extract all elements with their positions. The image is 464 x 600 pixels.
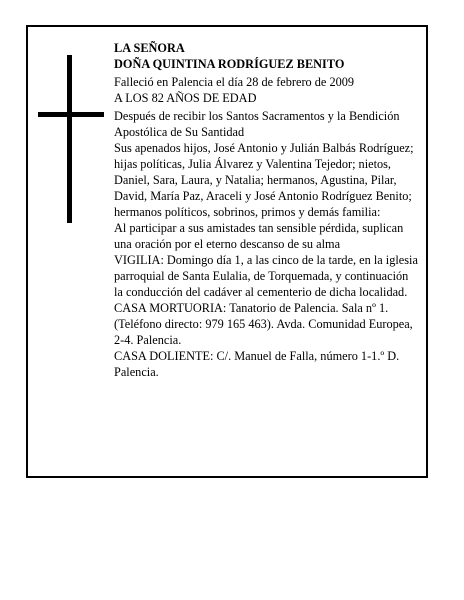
mortuary-paragraph: CASA MORTUORIA: Tanatorio de Palencia. Sala nº 1. (Teléfono directo: 979 165 463). Avda. Comunidad Europea, 2-4. Palencia. bbox=[114, 301, 413, 347]
vigil-paragraph: VIGILIA: Domingo día 1, a las cinco de la tarde, en la iglesia parroquial de Santa Eulalia, de Torquemada, y continuación la conducción del cadáver al cementerio de dicha localidad. bbox=[114, 253, 418, 299]
obituary-text bbox=[114, 40, 420, 380]
obituary-notice bbox=[26, 25, 428, 478]
mourning-house-paragraph: CASA DOLIENTE: C/. Manuel de Falla, número 1-1.º D. Palencia. bbox=[114, 349, 400, 379]
death-date-line: Falleció en Palencia el día 28 de febrero de 2009 bbox=[114, 75, 355, 89]
age-line: A LOS 82 AÑOS DE EDAD bbox=[114, 91, 257, 105]
sacraments-paragraph: Después de recibir los Santos Sacramentos y la Bendición Apostólica de Su Santidad bbox=[114, 109, 400, 139]
title-line-1: LA SEÑORA bbox=[114, 41, 185, 55]
deceased-name: DOÑA QUINTINA RODRÍGUEZ BENITO bbox=[114, 57, 345, 71]
cross-icon bbox=[38, 55, 104, 223]
family-paragraph: Sus apenados hijos, José Antonio y Julián Balbás Rodríguez; hijas políticas, Julia Álvarez y Valentina Tejedor; nietos, Daniel, Sara, Laura, y Natalia; hermanos, Agustina, Pilar, David, María Paz, Araceli y José Antonio Rodríguez Benito; hermanos políticos, sobrinos, primos y demás familia: bbox=[114, 141, 414, 219]
request-paragraph: Al participar a sus amistades tan sensible pérdida, suplican una oración por el eterno descanso de su alma bbox=[114, 221, 404, 251]
